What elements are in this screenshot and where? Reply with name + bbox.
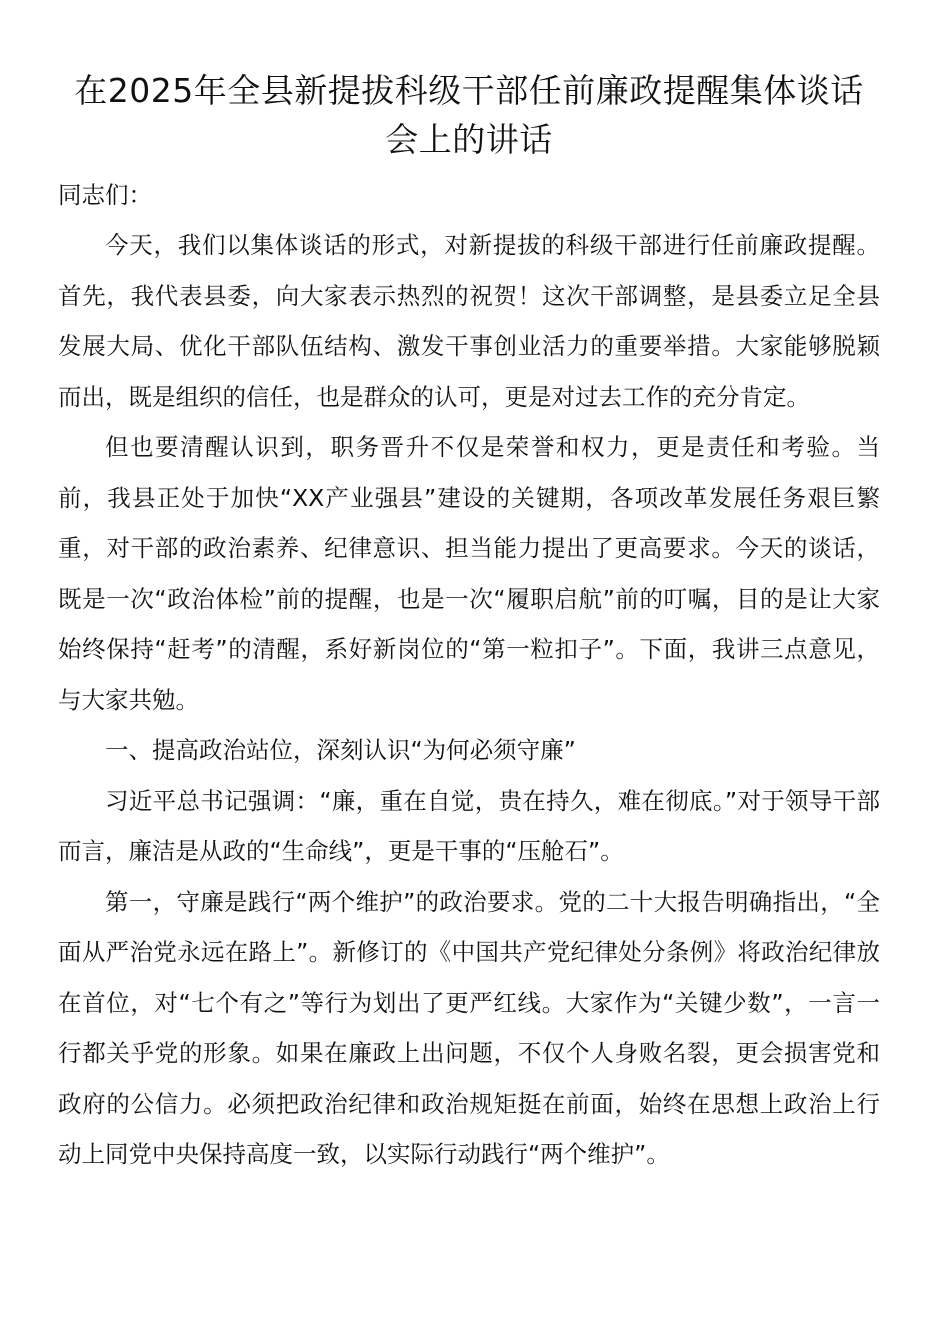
paragraph-context: 但也要清醒认识到，职务晋升不仅是荣誉和权力，更是责任和考验。当前，我县正处于加快“XX产业强县”建设的关键期，各项改革发展任务艰巨繁重，对干部的政治素养、纪律意识、担当能力提出了更高要求。今天的谈话，既是一次“政治体检”前的提醒，也是一次“履职启航”前的叮嘱，目的是让大家始终保持“赶考”的清醒，系好新岗位的“第一粒扣子”。下面，我讲三点意见，与大家共勉。 [58, 433, 880, 714]
paragraph-quote: 习近平总书记强调：“廉，重在自觉，贵在持久，难在彻底。”对于领导干部而言，廉洁是从政的“生命线”，更是干事的“压舱石”。 [58, 786, 880, 865]
paragraph-opening: 今天，我们以集体谈话的形式，对新提拔的科级干部进行任前廉政提醒。首先，我代表县委，向大家表示热烈的祝贺！这次干部调整，是县委立足全县发展大局、优化干部队伍结构、激发干事创业活力的重要举措。大家能够脱颖而出，既是组织的信任，也是群众的认可，更是对过去工作的充分肯定。 [58, 231, 880, 411]
section-heading: 一、提高政治站位，深刻认识“为何必须守廉” [105, 736, 576, 764]
document-title: 在2025年全县新提拔科级干部任前廉政提醒集体谈话会上的讲话 [74, 71, 864, 159]
paragraph-point-one: 第一，守廉是践行“两个维护”的政治要求。党的二十大报告明确指出，“全面从严治党永远在路上”。新修订的《中国共产党纪律处分条例》将政治纪律放在首位，对“七个有之”等行为划出了更严红线。大家作为“关键少数”，一言一行都关乎党的形象。如果在廉政上出问题，不仅个人身败名裂，更会损害党和政府的公信力。必须把政治纪律和政治规矩挺在前面，始终在思想上政治上行动上同党中央保持高度一致，以实际行动践行“两个维护”。 [58, 887, 880, 1168]
salutation: 同志们： [58, 181, 152, 209]
